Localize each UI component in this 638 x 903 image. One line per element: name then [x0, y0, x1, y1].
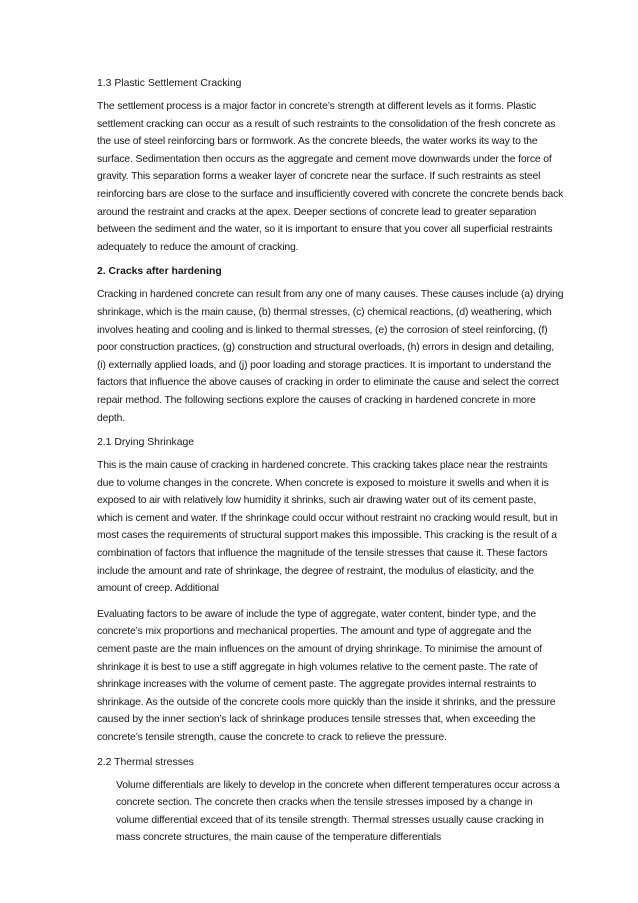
- body-paragraph: Volume differentials are likely to develop in the concrete when different temperatures occur across a concrete section. The concrete then cracks when the tensile stresses imposed by a change in volume differential exceed that of its tensile strength. Thermal stresses usually cause cracking in mass concrete structures, the main cause of the temperature differentials: [116, 779, 560, 844]
- body-paragraph: Cracking in hardened concrete can result from any one of many causes. These causes include (a) drying shrinkage, which is the main cause, (b) thermal stresses, (c) chemical reactions, (d) weathering, which involves heating and cooling and is linked to thermal stresses, (e) the corrosion of steel reinforcing, (f) poor construction practices, (g) construction and structural overloads, (h) errors in design and detailing, (i) externally applied loads, and (j) poor loading and storage practices. It is important to understand the factors that influence the above causes of cracking in order to eliminate the cause and select the correct repair method. The following sections explore the causes of cracking in hardened concrete in more depth.: [97, 289, 564, 424]
- section-heading: 1.3 Plastic Settlement Cracking: [97, 78, 242, 89]
- body-paragraph: The settlement process is a major factor in concrete’s strength at different levels as it forms. Plastic settlement cracking can occur as a result of such restraints to the consolidation of the fresh concrete as the use of steel reinforcing bars or formwork. As the concrete bleeds, the water works its way to the surface. Sedimentation then occurs as the aggregate and cement move downwards under the force of gravity. This separation forms a weaker layer of concrete near the surface. If such restraints as steel reinforcing bars are close to the surface and insufficiently covered with concrete the concrete bends back around the restraint and cracks at the apex. Deeper sections of concrete lead to greater separation between the sediment and the water, so it is important to ensure that you cover all superficial restraints adequately to reduce the amount of cracking.: [97, 101, 564, 253]
- document-body: [97, 76, 564, 855]
- body-paragraph: This is the main cause of cracking in hardened concrete. This cracking takes place near the restraints due to volume changes in the concrete. When concrete is exposed to moisture it swells and when it is exposed to air with relatively low humidity it shrinks, such air drawing water out of its cement paste, which is cement and water. If the shrinkage could occur without restraint no cracking would result, but in most cases the requirements of structural support makes this impossible. This cracking is the result of a combination of factors that influence the magnitude of the tensile stresses that cause it. These factors include the amount and rate of shrinkage, the degree of restraint, the modulus of elasticity, and the amount of creep. Additional: [97, 460, 558, 595]
- section-heading: 2. Cracks after hardening: [97, 266, 222, 278]
- section-heading: 2.2 Thermal stresses: [97, 756, 194, 768]
- body-paragraph: Evaluating factors to be aware of include the type of aggregate, water content, binder type, and the concrete’s mix proportions and mechanical properties. The amount and type of aggregate and the cement paste are the main influences on the amount of drying shrinkage. To minimise the amount of shrinkage it is best to use a stiff aggregate in high volumes relative to the cement paste. The rate of shrinkage increases with the volume of cement paste. The aggregate provides internal restraints to shrinkage. As the outside of the concrete cools more quickly than the inside it shrinks, and the pressure caused by the inner section’s lack of shrinkage produces tensile stresses that, when exceeding the concrete’s tensile strength, cause the concrete to crack to relieve the pressure.: [97, 608, 556, 743]
- section-heading: 2.1 Drying Shrinkage: [97, 437, 195, 449]
